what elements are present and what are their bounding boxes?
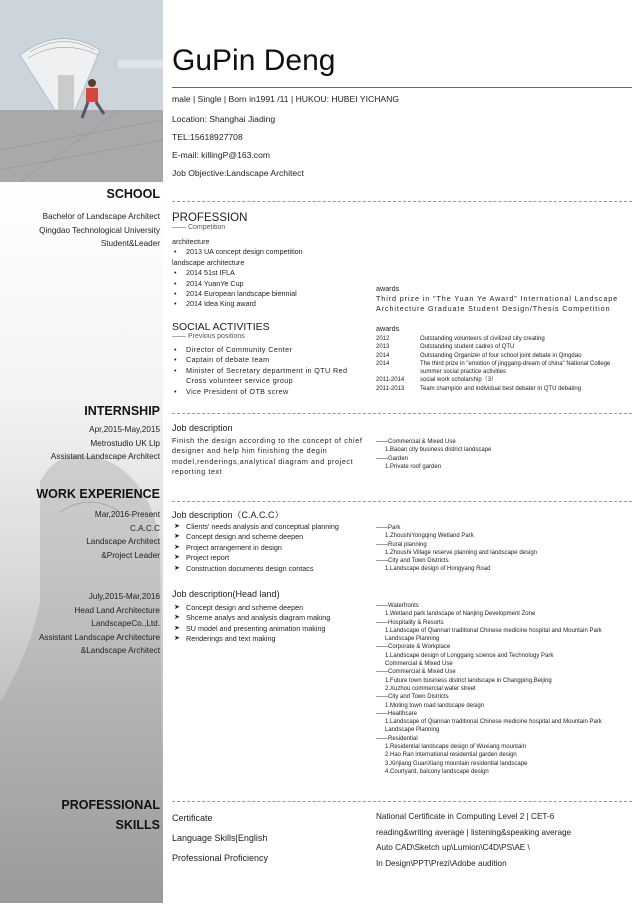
job2-company-ltd: LandscapeCo.,Ltd. (91, 619, 160, 628)
job1-role-extra: &Project Leader (101, 550, 160, 560)
social-awards-title: awards (376, 324, 400, 333)
list-item: 2011-2014 social work scholarship（3） (376, 377, 498, 384)
list-item: 1.Zhoushi Village reserve planning and landscape design (385, 549, 537, 556)
list-item: ——Residential (376, 735, 418, 742)
professional-proficiency-label: Professional Proficiency (172, 853, 269, 863)
social-activities-heading: SOCIAL ACTIVITIES (172, 321, 270, 333)
header-divider (172, 87, 632, 88)
work-experience-heading: WORK EXPERIENCE (36, 487, 160, 501)
job1-dates: Mar,2016-Present (94, 510, 160, 519)
list-item: 2012 Outstanding volunteers of civilized city creating (376, 336, 545, 342)
internship-details (51, 423, 160, 464)
list-item: 2.Hao Ran international residential garden design (385, 752, 517, 759)
list-item: ——City and Town Districts (376, 558, 449, 565)
personal-info-line: male | Single | Born in1991 /11 | HUKOU: HUBEI YICHANG (172, 94, 400, 104)
language-value: reading&writing average | listening&speaking average (376, 827, 572, 837)
list-item: ➤ Shceme analys and analysis diagram making (172, 613, 372, 623)
job1-tasks (172, 522, 372, 574)
list-item: • 2014 51st IFLA (172, 268, 362, 278)
skills-values (376, 809, 634, 871)
list-item: ➤ Project report (172, 553, 372, 563)
list-item: 1.Landscape design of Longgang science and Technology Park (385, 652, 554, 659)
skills-divider (172, 801, 632, 802)
email-text: E-mail: killingP@163.com (172, 150, 271, 160)
list-item: 2011-2013 Team champion and individual best debater in QTU debating (376, 385, 582, 392)
list-item: ➤ SU model and presenting animation making (172, 624, 372, 634)
job-objective-text: Job Objective:Landscape Architect (172, 168, 304, 178)
profession-list (172, 237, 362, 310)
list-item: ——Rural planning (376, 541, 427, 548)
social-awards-list (376, 335, 632, 393)
skills-heading-line1: PROFESSIONAL (61, 798, 160, 812)
list-item: ——Corporate & Workplace (376, 644, 451, 651)
job1-details (86, 508, 160, 562)
list-item: ➤ Clients' needs analysis and conceptual planning (172, 522, 372, 532)
list-item: ——Park (376, 525, 401, 531)
list-item: • Captain of debate team (172, 355, 368, 365)
job2-company: Head Land Architecture (74, 605, 160, 615)
professional-skills-heading (61, 795, 160, 835)
job2-title: Job description(Head land) (172, 589, 280, 599)
school-role: Student&Leader (100, 239, 160, 248)
language-skills-label: Language Skills|English (172, 833, 268, 843)
certificate-label: Certificate (172, 813, 213, 823)
list-item: 3.Xinjiang GuanXiang mountain residential landscape (385, 760, 528, 767)
list-item: 2014 The third prize in "emotion of jinggang-dream of china" National College summer social practice activities (376, 360, 611, 376)
skills-heading-line2: SKILLS (115, 818, 160, 832)
list-item: 1.ZhoushiYongqing Wetland Park (385, 533, 474, 540)
list-item: 1.Moling town road landscape design (385, 702, 485, 709)
list-item: ——Hospitality & Resorts (376, 619, 444, 626)
competition-label: Competition (187, 224, 226, 231)
candidate-name: GuPin Deng (172, 44, 336, 77)
school-heading: SCHOOL (106, 187, 160, 201)
profession-subtitle: —— Competition (172, 224, 226, 231)
profile-photo (0, 0, 163, 182)
list-item: • 2013 UA concept design competition (172, 247, 362, 257)
internship-company: Metrostudio UK Llp (90, 438, 160, 448)
list-item: • Minister of Secretary department in QTU Red Cross volunteer service group (172, 366, 368, 387)
job2-projects (376, 602, 632, 776)
list-item: • 2014 European landscape biennial (172, 289, 362, 299)
school-details (39, 210, 160, 251)
list-item: • Vice President of OTB screw (172, 387, 368, 397)
list-item: ➤ Concept design and scheme deepen (172, 532, 372, 542)
school-degree: Bachelor of Landscape Architect (42, 212, 160, 221)
list-item: ——Healthcare (376, 710, 418, 717)
list-item: • 2014 Idea King award (172, 299, 362, 309)
previous-positions-label: Previous positions (187, 333, 245, 340)
list-item: ——Commercial & Mixed Use (376, 439, 456, 445)
job1-company: C.A.C.C (129, 523, 160, 533)
list-item: • 2014 YuanYe Cup (172, 279, 362, 289)
skills-labels (172, 808, 268, 868)
job1-projects (376, 524, 632, 574)
list-item: 1.Landscape design of Hongyang Road (385, 566, 491, 573)
job1-role: Landscape Architect (86, 537, 160, 546)
internship-dates: Apr,2015-May,2015 (89, 425, 160, 434)
list-item: 1.Baoan city business district landscape (385, 447, 492, 454)
list-item: 2013 Outstanding student cadres of QTU (376, 344, 515, 351)
list-item: ——Commercial & Mixed Use (376, 669, 456, 676)
job1-title: Job description（C.A.C.C） (172, 510, 284, 520)
school-university: Qingdao Technological University (39, 225, 160, 235)
list-item: ——Waterfronts (376, 603, 419, 609)
list-item: 1.Landscape of Qiannan traditional Chinese medicine hospital and Mountain Park Landscape Planning (385, 719, 602, 734)
internship-divider (172, 413, 632, 414)
list-item: 1.Residential landscape design of Wuxiang mountain (385, 744, 526, 751)
certificate-value: National Certificate in Computing Level 2 | CET-6 (376, 812, 555, 821)
telephone-text: TEL:15618927708 (172, 132, 243, 142)
location-text: Location: Shanghai Jiading (172, 114, 276, 124)
list-item: 1.Future town business district landscape in Changping,Beijing (385, 677, 552, 684)
internship-role: Assistant Landscape Architect (50, 452, 160, 461)
job2-details (39, 590, 160, 658)
internship-job-title: Job description (172, 423, 233, 433)
list-item: ➤ Renderings and text making (172, 634, 372, 644)
list-item: 1.Landscape of Qiannan traditional Chinese medicine hospital and Mountain Park Landscape Planning (385, 627, 602, 643)
list-item: ➤ Concept design and scheme deepen (172, 603, 372, 613)
list-item: ➤ Project arrangement in design (172, 543, 372, 553)
work-divider (172, 501, 632, 502)
internship-projects (376, 438, 632, 471)
list-item: 1.Private roof garden (385, 463, 442, 470)
landscape-architecture-label: landscape architecture (172, 257, 245, 267)
list-item: ——City and Town Districts (376, 694, 449, 701)
software-value-1: Auto CAD\Sketch up\Lumion\C4D\PS\AE \ (376, 843, 530, 853)
list-item: ——Garden (376, 455, 409, 462)
software-value-2: In Design\PPT\Prezi\Adobe audition (376, 858, 507, 868)
list-item: • Director of Community Center (172, 345, 368, 355)
job2-tasks (172, 603, 372, 645)
internship-heading: INTERNSHIP (84, 404, 160, 418)
profession-awards-text: Third prize in "The Yuan Ye Award" International Landscape Architecture Graduate Student Design/Thesis Competition (376, 294, 619, 314)
social-positions-list (172, 345, 368, 397)
job2-role-extra: &Landscape Architect (80, 646, 160, 655)
job2-dates: July,2015-Mar,2016 (88, 592, 160, 601)
profession-heading: PROFESSION (172, 212, 248, 224)
social-subtitle: —— Previous positions (172, 333, 245, 340)
architecture-label: architecture (172, 237, 210, 246)
internship-description: Finish the design according to the concept of chief designer and help him finishing the degin model,renderings,analytical diagram and project reporting text (172, 436, 363, 477)
list-item: 2014 Outstanding Organizer of four school joint debate in Qingdao (376, 352, 582, 359)
profession-awards-title: awards (376, 284, 400, 293)
school-divider (172, 201, 632, 202)
list-item: 1.Wetland park landscape of Nanjing Development Zone (385, 611, 536, 618)
job2-role: Assistant Landscape Architecture (38, 632, 160, 642)
list-item: ➤ Construction documents design contacs (172, 564, 372, 574)
profile-photo-illustration (0, 0, 163, 182)
list-item: Commercial & Mixed Use (385, 661, 453, 668)
list-item: 2.Xuzhou commercial water street (385, 685, 476, 692)
list-item: 4.Courtyard, balcony landscape design (385, 768, 489, 775)
